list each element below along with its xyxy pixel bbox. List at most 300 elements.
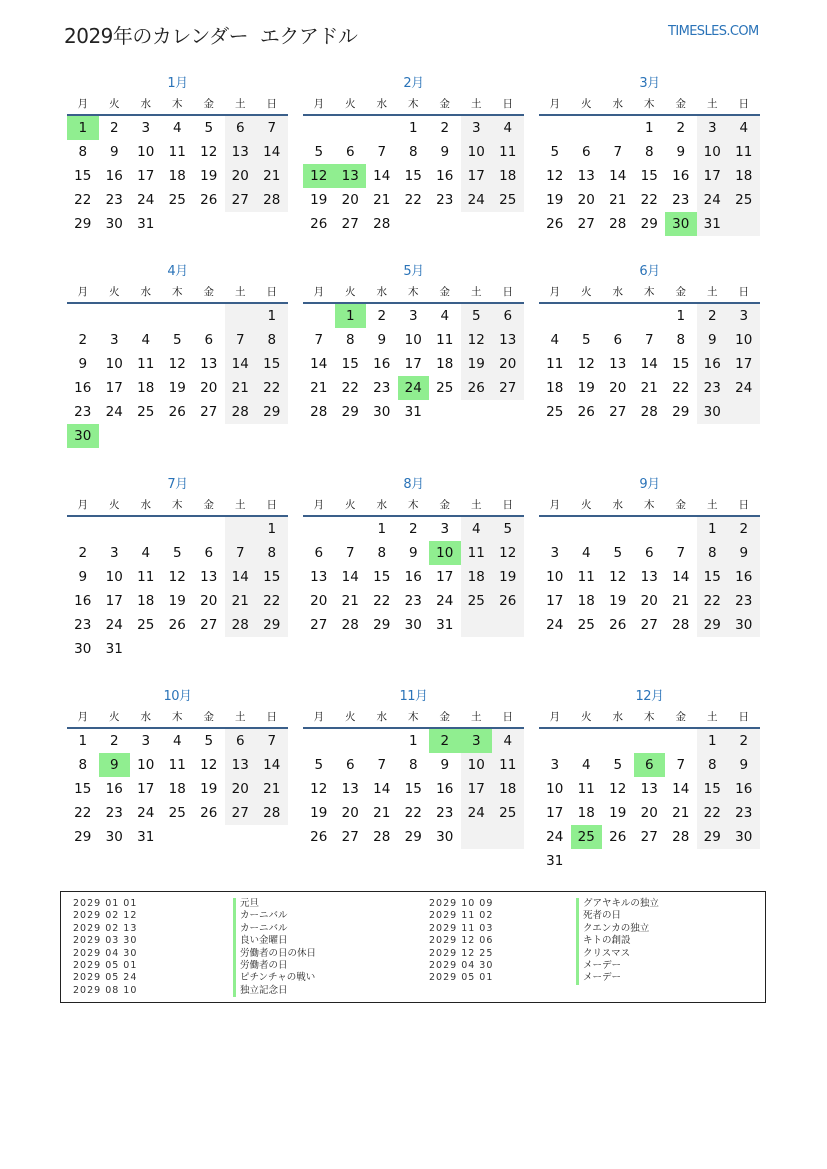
day-cell[interactable]: 26 — [609, 829, 627, 845]
day-cell[interactable]: 29 — [341, 404, 359, 420]
day-cell[interactable]: 10 — [461, 753, 493, 777]
day-cell[interactable]: 29 — [256, 613, 288, 637]
day-cell[interactable]: 18 — [137, 380, 155, 396]
day-cell[interactable]: 14 — [672, 781, 690, 797]
day-cell[interactable]: 21 — [609, 192, 627, 208]
day-cell[interactable]: 13 — [492, 328, 524, 352]
day-cell[interactable]: 12 — [310, 781, 328, 797]
day-cell[interactable]: 28 — [341, 617, 359, 633]
day-cell[interactable]: 1 — [644, 120, 654, 136]
day-cell[interactable]: 9 — [99, 753, 131, 777]
day-cell[interactable]: 3 — [109, 545, 119, 561]
day-cell[interactable]: 30 — [665, 212, 697, 236]
day-cell[interactable]: 6 — [204, 332, 214, 348]
day-cell[interactable]: 29 — [697, 613, 729, 637]
day-cell[interactable]: 20 — [310, 593, 328, 609]
day-cell[interactable]: 30 — [67, 424, 99, 448]
day-cell[interactable]: 26 — [492, 589, 524, 613]
day-cell[interactable]: 22 — [640, 192, 658, 208]
day-cell[interactable]: 26 — [310, 216, 328, 232]
day-cell[interactable]: 21 — [310, 380, 328, 396]
day-cell[interactable]: 11 — [492, 140, 524, 164]
day-cell[interactable]: 27 — [225, 188, 257, 212]
day-cell[interactable]: 9 — [676, 144, 686, 160]
day-cell[interactable]: 13 — [341, 781, 359, 797]
day-cell[interactable]: 1 — [697, 729, 729, 753]
day-cell[interactable]: 16 — [404, 569, 422, 585]
day-cell[interactable]: 11 — [461, 541, 493, 565]
day-cell[interactable]: 28 — [672, 617, 690, 633]
day-cell[interactable]: 23 — [697, 376, 729, 400]
day-cell[interactable]: 12 — [609, 569, 627, 585]
day-cell[interactable]: 25 — [492, 801, 524, 825]
day-cell[interactable]: 4 — [461, 517, 493, 541]
day-cell[interactable]: 22 — [256, 589, 288, 613]
day-cell[interactable]: 24 — [461, 188, 493, 212]
day-cell[interactable]: 26 — [577, 404, 595, 420]
day-cell[interactable]: 26 — [609, 617, 627, 633]
day-cell[interactable]: 3 — [141, 120, 151, 136]
day-cell[interactable]: 15 — [74, 781, 92, 797]
day-cell[interactable]: 26 — [546, 216, 564, 232]
day-cell[interactable]: 20 — [577, 192, 595, 208]
day-cell[interactable]: 12 — [461, 328, 493, 352]
day-cell[interactable]: 10 — [404, 332, 422, 348]
day-cell[interactable]: 23 — [436, 192, 454, 208]
day-cell[interactable]: 13 — [310, 569, 328, 585]
day-cell[interactable]: 15 — [672, 356, 690, 372]
day-cell[interactable]: 28 — [609, 216, 627, 232]
day-cell[interactable]: 4 — [172, 120, 182, 136]
day-cell[interactable]: 2 — [109, 733, 119, 749]
day-cell[interactable]: 17 — [436, 569, 454, 585]
day-cell[interactable]: 22 — [697, 801, 729, 825]
day-cell[interactable]: 13 — [577, 168, 595, 184]
day-cell[interactable]: 16 — [697, 352, 729, 376]
day-cell[interactable]: 24 — [728, 376, 760, 400]
day-cell[interactable]: 19 — [577, 380, 595, 396]
day-cell[interactable]: 26 — [200, 805, 218, 821]
day-cell[interactable]: 6 — [581, 144, 591, 160]
day-cell[interactable]: 28 — [373, 216, 391, 232]
day-cell[interactable]: 27 — [310, 617, 328, 633]
day-cell[interactable]: 6 — [634, 753, 666, 777]
day-cell[interactable]: 3 — [728, 304, 760, 328]
day-cell[interactable]: 25 — [168, 805, 186, 821]
day-cell[interactable]: 2 — [377, 308, 387, 324]
day-cell[interactable]: 16 — [105, 168, 123, 184]
day-cell[interactable]: 27 — [341, 216, 359, 232]
day-cell[interactable]: 6 — [204, 545, 214, 561]
day-cell[interactable]: 8 — [78, 144, 88, 160]
day-cell[interactable]: 21 — [373, 805, 391, 821]
day-cell[interactable]: 6 — [225, 116, 257, 140]
day-cell[interactable]: 21 — [672, 593, 690, 609]
day-cell[interactable]: 23 — [74, 617, 92, 633]
day-cell[interactable]: 31 — [105, 641, 123, 657]
day-cell[interactable]: 24 — [436, 593, 454, 609]
day-cell[interactable]: 8 — [408, 144, 418, 160]
day-cell[interactable]: 6 — [314, 545, 324, 561]
day-cell[interactable]: 19 — [168, 593, 186, 609]
day-cell[interactable]: 22 — [672, 380, 690, 396]
day-cell[interactable]: 10 — [137, 757, 155, 773]
day-cell[interactable]: 7 — [644, 332, 654, 348]
day-cell[interactable]: 10 — [546, 781, 564, 797]
day-cell[interactable]: 28 — [373, 829, 391, 845]
day-cell[interactable]: 31 — [404, 404, 422, 420]
day-cell[interactable]: 11 — [577, 781, 595, 797]
day-cell[interactable]: 22 — [74, 805, 92, 821]
day-cell[interactable]: 14 — [373, 168, 391, 184]
day-cell[interactable]: 9 — [78, 356, 88, 372]
day-cell[interactable]: 5 — [550, 144, 560, 160]
day-cell[interactable]: 20 — [200, 593, 218, 609]
day-cell[interactable]: 24 — [105, 404, 123, 420]
day-cell[interactable]: 12 — [168, 356, 186, 372]
day-cell[interactable]: 26 — [200, 192, 218, 208]
day-cell[interactable]: 21 — [341, 593, 359, 609]
day-cell[interactable]: 19 — [310, 192, 328, 208]
day-cell[interactable]: 4 — [550, 332, 560, 348]
day-cell[interactable]: 24 — [546, 617, 564, 633]
day-cell[interactable]: 19 — [609, 593, 627, 609]
day-cell[interactable]: 20 — [225, 777, 257, 801]
day-cell[interactable]: 12 — [200, 757, 218, 773]
day-cell[interactable]: 15 — [640, 168, 658, 184]
day-cell[interactable]: 9 — [377, 332, 387, 348]
day-cell[interactable]: 21 — [373, 192, 391, 208]
day-cell[interactable]: 15 — [373, 569, 391, 585]
day-cell[interactable]: 31 — [546, 853, 564, 869]
day-cell[interactable]: 11 — [577, 569, 595, 585]
day-cell[interactable]: 21 — [225, 589, 257, 613]
day-cell[interactable]: 6 — [345, 144, 355, 160]
day-cell[interactable]: 24 — [398, 376, 430, 400]
day-cell[interactable]: 3 — [408, 308, 418, 324]
day-cell[interactable]: 20 — [341, 192, 359, 208]
day-cell[interactable]: 5 — [172, 332, 182, 348]
day-cell[interactable]: 4 — [440, 308, 450, 324]
day-cell[interactable]: 29 — [74, 216, 92, 232]
day-cell[interactable]: 10 — [728, 328, 760, 352]
day-cell[interactable]: 11 — [546, 356, 564, 372]
day-cell[interactable]: 9 — [440, 757, 450, 773]
day-cell[interactable]: 25 — [168, 192, 186, 208]
day-cell[interactable]: 5 — [461, 304, 493, 328]
day-cell[interactable]: 9 — [440, 144, 450, 160]
day-cell[interactable]: 1 — [78, 733, 88, 749]
day-cell[interactable]: 23 — [728, 801, 760, 825]
day-cell[interactable]: 1 — [256, 304, 288, 328]
day-cell[interactable]: 12 — [303, 164, 335, 188]
day-cell[interactable]: 2 — [429, 729, 461, 753]
day-cell[interactable]: 11 — [492, 753, 524, 777]
day-cell[interactable]: 18 — [728, 164, 760, 188]
day-cell[interactable]: 28 — [310, 404, 328, 420]
day-cell[interactable]: 8 — [644, 144, 654, 160]
day-cell[interactable]: 24 — [697, 188, 729, 212]
day-cell[interactable]: 1 — [408, 120, 418, 136]
day-cell[interactable]: 7 — [256, 116, 288, 140]
day-cell[interactable]: 22 — [404, 192, 422, 208]
day-cell[interactable]: 11 — [168, 757, 186, 773]
day-cell[interactable]: 30 — [373, 404, 391, 420]
day-cell[interactable]: 5 — [314, 144, 324, 160]
day-cell[interactable]: 15 — [697, 565, 729, 589]
day-cell[interactable]: 22 — [341, 380, 359, 396]
day-cell[interactable]: 25 — [461, 589, 493, 613]
day-cell[interactable]: 7 — [256, 729, 288, 753]
day-cell[interactable]: 10 — [105, 569, 123, 585]
day-cell[interactable]: 13 — [200, 356, 218, 372]
day-cell[interactable]: 5 — [204, 120, 214, 136]
day-cell[interactable]: 7 — [225, 328, 257, 352]
day-cell[interactable]: 2 — [676, 120, 686, 136]
day-cell[interactable]: 9 — [109, 144, 119, 160]
day-cell[interactable]: 14 — [609, 168, 627, 184]
day-cell[interactable]: 29 — [404, 829, 422, 845]
day-cell[interactable]: 7 — [377, 757, 387, 773]
day-cell[interactable]: 25 — [546, 404, 564, 420]
day-cell[interactable]: 13 — [640, 569, 658, 585]
day-cell[interactable]: 9 — [78, 569, 88, 585]
day-cell[interactable]: 20 — [225, 164, 257, 188]
day-cell[interactable]: 19 — [461, 352, 493, 376]
day-cell[interactable]: 29 — [672, 404, 690, 420]
day-cell[interactable]: 22 — [404, 805, 422, 821]
day-cell[interactable]: 19 — [168, 380, 186, 396]
day-cell[interactable]: 27 — [341, 829, 359, 845]
day-cell[interactable]: 15 — [404, 168, 422, 184]
day-cell[interactable]: 14 — [225, 352, 257, 376]
day-cell[interactable]: 5 — [314, 757, 324, 773]
day-cell[interactable]: 21 — [640, 380, 658, 396]
day-cell[interactable]: 22 — [256, 376, 288, 400]
day-cell[interactable]: 31 — [697, 212, 729, 236]
day-cell[interactable]: 18 — [436, 356, 454, 372]
day-cell[interactable]: 19 — [200, 781, 218, 797]
day-cell[interactable]: 28 — [640, 404, 658, 420]
day-cell[interactable]: 1 — [256, 517, 288, 541]
day-cell[interactable]: 29 — [373, 617, 391, 633]
day-cell[interactable]: 23 — [74, 404, 92, 420]
day-cell[interactable]: 3 — [550, 545, 560, 561]
day-cell[interactable]: 27 — [640, 829, 658, 845]
day-cell[interactable]: 26 — [310, 829, 328, 845]
day-cell[interactable]: 25 — [137, 617, 155, 633]
day-cell[interactable]: 28 — [672, 829, 690, 845]
day-cell[interactable]: 25 — [577, 617, 595, 633]
day-cell[interactable]: 5 — [613, 545, 623, 561]
day-cell[interactable]: 4 — [141, 332, 151, 348]
day-cell[interactable]: 18 — [546, 380, 564, 396]
day-cell[interactable]: 14 — [373, 781, 391, 797]
day-cell[interactable]: 30 — [74, 641, 92, 657]
day-cell[interactable]: 1 — [377, 521, 387, 537]
day-cell[interactable]: 13 — [609, 356, 627, 372]
day-cell[interactable]: 16 — [728, 565, 760, 589]
day-cell[interactable]: 31 — [137, 216, 155, 232]
day-cell[interactable]: 16 — [373, 356, 391, 372]
day-cell[interactable]: 18 — [577, 805, 595, 821]
day-cell[interactable]: 31 — [137, 829, 155, 845]
day-cell[interactable]: 2 — [728, 517, 760, 541]
day-cell[interactable]: 27 — [577, 216, 595, 232]
day-cell[interactable]: 12 — [577, 356, 595, 372]
day-cell[interactable]: 23 — [404, 593, 422, 609]
day-cell[interactable]: 14 — [341, 569, 359, 585]
day-cell[interactable]: 8 — [256, 328, 288, 352]
day-cell[interactable]: 21 — [256, 777, 288, 801]
day-cell[interactable]: 6 — [345, 757, 355, 773]
day-cell[interactable]: 16 — [74, 380, 92, 396]
day-cell[interactable]: 27 — [640, 617, 658, 633]
day-cell[interactable]: 4 — [172, 733, 182, 749]
day-cell[interactable]: 31 — [436, 617, 454, 633]
day-cell[interactable]: 12 — [492, 541, 524, 565]
day-cell[interactable]: 7 — [225, 541, 257, 565]
day-cell[interactable]: 17 — [404, 356, 422, 372]
day-cell[interactable]: 22 — [697, 589, 729, 613]
day-cell[interactable]: 23 — [728, 589, 760, 613]
day-cell[interactable]: 17 — [546, 593, 564, 609]
day-cell[interactable]: 27 — [200, 404, 218, 420]
day-cell[interactable]: 30 — [105, 216, 123, 232]
day-cell[interactable]: 8 — [345, 332, 355, 348]
day-cell[interactable]: 4 — [492, 116, 524, 140]
day-cell[interactable]: 10 — [429, 541, 461, 565]
day-cell[interactable]: 8 — [256, 541, 288, 565]
day-cell[interactable]: 30 — [697, 400, 729, 424]
day-cell[interactable]: 5 — [492, 517, 524, 541]
day-cell[interactable]: 4 — [581, 757, 591, 773]
day-cell[interactable]: 18 — [492, 164, 524, 188]
day-cell[interactable]: 25 — [492, 188, 524, 212]
day-cell[interactable]: 29 — [74, 829, 92, 845]
day-cell[interactable]: 17 — [137, 168, 155, 184]
day-cell[interactable]: 30 — [436, 829, 454, 845]
day-cell[interactable]: 17 — [137, 781, 155, 797]
day-cell[interactable]: 19 — [609, 805, 627, 821]
day-cell[interactable]: 3 — [141, 733, 151, 749]
day-cell[interactable]: 1 — [335, 304, 367, 328]
day-cell[interactable]: 14 — [310, 356, 328, 372]
day-cell[interactable]: 6 — [613, 332, 623, 348]
day-cell[interactable]: 25 — [436, 380, 454, 396]
day-cell[interactable]: 27 — [492, 376, 524, 400]
day-cell[interactable]: 22 — [373, 593, 391, 609]
day-cell[interactable]: 4 — [581, 545, 591, 561]
site-logo[interactable]: TIMESLES.COM — [668, 24, 759, 39]
day-cell[interactable]: 2 — [728, 729, 760, 753]
day-cell[interactable]: 17 — [105, 593, 123, 609]
day-cell[interactable]: 3 — [461, 729, 493, 753]
day-cell[interactable]: 17 — [728, 352, 760, 376]
day-cell[interactable]: 5 — [613, 757, 623, 773]
day-cell[interactable]: 17 — [546, 805, 564, 821]
day-cell[interactable]: 7 — [345, 545, 355, 561]
day-cell[interactable]: 24 — [105, 617, 123, 633]
day-cell[interactable]: 29 — [697, 825, 729, 849]
day-cell[interactable]: 20 — [492, 352, 524, 376]
day-cell[interactable]: 14 — [672, 569, 690, 585]
day-cell[interactable]: 25 — [728, 188, 760, 212]
day-cell[interactable]: 20 — [640, 805, 658, 821]
day-cell[interactable]: 14 — [225, 565, 257, 589]
day-cell[interactable]: 15 — [697, 777, 729, 801]
day-cell[interactable]: 16 — [436, 781, 454, 797]
day-cell[interactable]: 16 — [74, 593, 92, 609]
day-cell[interactable]: 12 — [546, 168, 564, 184]
day-cell[interactable]: 25 — [571, 825, 603, 849]
day-cell[interactable]: 21 — [225, 376, 257, 400]
day-cell[interactable]: 18 — [137, 593, 155, 609]
day-cell[interactable]: 16 — [728, 777, 760, 801]
day-cell[interactable]: 27 — [200, 617, 218, 633]
day-cell[interactable]: 21 — [256, 164, 288, 188]
day-cell[interactable]: 2 — [697, 304, 729, 328]
day-cell[interactable]: 8 — [676, 332, 686, 348]
day-cell[interactable]: 10 — [697, 140, 729, 164]
day-cell[interactable]: 21 — [672, 805, 690, 821]
day-cell[interactable]: 1 — [408, 733, 418, 749]
day-cell[interactable]: 7 — [676, 757, 686, 773]
day-cell[interactable]: 2 — [78, 332, 88, 348]
day-cell[interactable]: 9 — [728, 541, 760, 565]
day-cell[interactable]: 8 — [408, 757, 418, 773]
day-cell[interactable]: 13 — [225, 140, 257, 164]
day-cell[interactable]: 3 — [440, 521, 450, 537]
day-cell[interactable]: 20 — [640, 593, 658, 609]
day-cell[interactable]: 1 — [697, 517, 729, 541]
day-cell[interactable]: 28 — [225, 613, 257, 637]
day-cell[interactable]: 27 — [225, 801, 257, 825]
day-cell[interactable]: 15 — [341, 356, 359, 372]
day-cell[interactable]: 15 — [256, 352, 288, 376]
day-cell[interactable]: 6 — [644, 545, 654, 561]
day-cell[interactable]: 27 — [609, 404, 627, 420]
day-cell[interactable]: 24 — [137, 805, 155, 821]
day-cell[interactable]: 23 — [436, 805, 454, 821]
day-cell[interactable]: 5 — [204, 733, 214, 749]
day-cell[interactable]: 10 — [461, 140, 493, 164]
day-cell[interactable]: 29 — [640, 216, 658, 232]
day-cell[interactable]: 2 — [78, 545, 88, 561]
day-cell[interactable]: 2 — [109, 120, 119, 136]
day-cell[interactable]: 18 — [492, 777, 524, 801]
day-cell[interactable]: 19 — [492, 565, 524, 589]
day-cell[interactable]: 18 — [461, 565, 493, 589]
day-cell[interactable]: 11 — [137, 356, 155, 372]
day-cell[interactable]: 12 — [168, 569, 186, 585]
day-cell[interactable]: 9 — [728, 753, 760, 777]
day-cell[interactable]: 14 — [640, 356, 658, 372]
day-cell[interactable]: 17 — [461, 777, 493, 801]
day-cell[interactable]: 17 — [461, 164, 493, 188]
day-cell[interactable]: 28 — [225, 400, 257, 424]
day-cell[interactable]: 2 — [408, 521, 418, 537]
day-cell[interactable]: 7 — [377, 144, 387, 160]
day-cell[interactable]: 13 — [225, 753, 257, 777]
day-cell[interactable]: 23 — [105, 805, 123, 821]
day-cell[interactable]: 7 — [613, 144, 623, 160]
day-cell[interactable]: 19 — [546, 192, 564, 208]
day-cell[interactable]: 23 — [672, 192, 690, 208]
day-cell[interactable]: 15 — [404, 781, 422, 797]
day-cell[interactable]: 28 — [256, 188, 288, 212]
day-cell[interactable]: 24 — [461, 801, 493, 825]
